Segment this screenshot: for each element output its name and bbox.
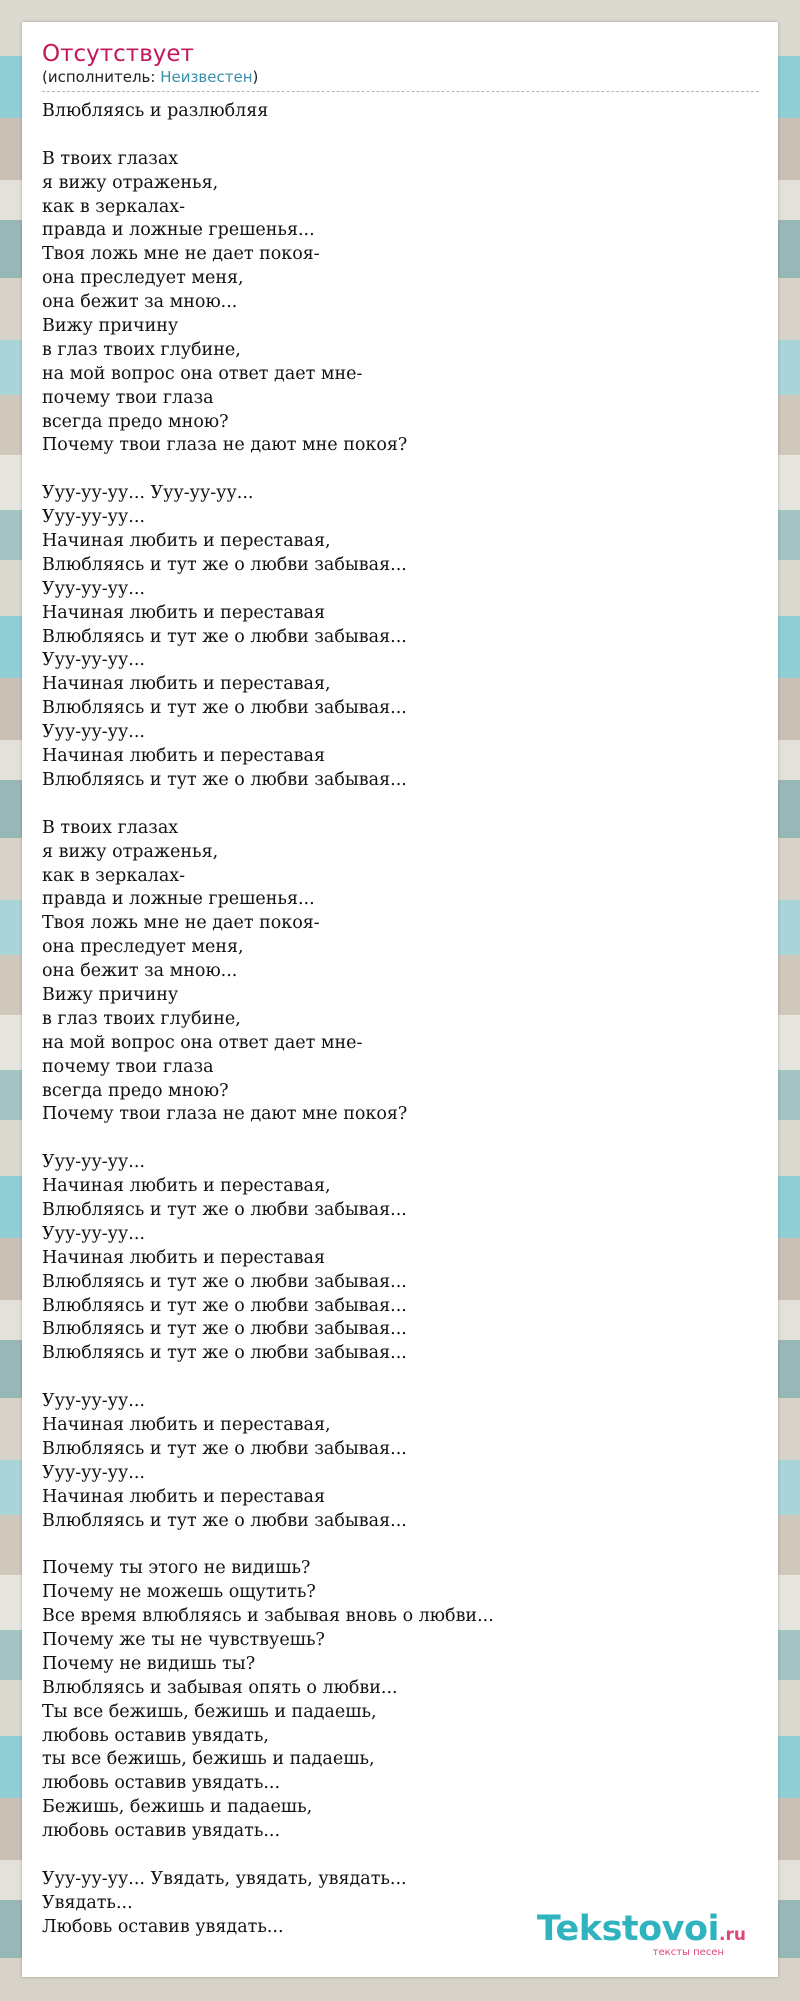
lyric-line: в глаз твоих глубине, xyxy=(42,339,241,360)
lyric-line: В твоих глазах xyxy=(42,817,179,838)
lyric-line: Влюбляясь и тут же о любви забывая... xyxy=(42,626,407,647)
lyric-blank-line xyxy=(42,1844,762,1868)
lyric-line: Влюбляясь и забывая опять о любви... xyxy=(42,1677,398,1698)
lyric-line: Увядать... xyxy=(42,1892,133,1913)
lyric-line: Начиная любить и переставая, xyxy=(42,531,331,552)
lyrics-card xyxy=(22,22,778,1977)
lyric-blank-line xyxy=(42,1533,762,1557)
site-logo[interactable] xyxy=(537,1911,746,1959)
lyric-line: в глаз твоих глубине, xyxy=(42,1008,241,1029)
lyric-line: Вижу причину xyxy=(42,984,179,1005)
lyric-line: Влюбляясь и тут же о любви забывая... xyxy=(42,1199,407,1220)
lyric-line: Влюбляясь и тут же о любви забывая... xyxy=(42,1319,407,1340)
lyric-line: Ууу-уу-уу... xyxy=(42,507,145,528)
logo-name: Tekstovoi xyxy=(536,1909,720,1949)
logo-tagline: тексты песен xyxy=(652,1947,724,1958)
lyrics-text xyxy=(42,100,762,1940)
lyric-line: она бежит за мною... xyxy=(42,292,238,313)
lyric-line: Почему же ты не чувствуешь? xyxy=(42,1630,325,1650)
lyric-line: любовь оставив увядать... xyxy=(42,1821,281,1842)
lyric-line: Все время влюбляясь и забывая вновь о любви... xyxy=(42,1606,494,1627)
lyric-line: Почему твои глаза не дают мне покоя? xyxy=(42,1104,408,1125)
lyric-line: Влюбляясь и тут же о любви забывая... xyxy=(42,1295,407,1316)
song-title: Отсутствует xyxy=(42,41,194,67)
lyric-line: Ууу-уу-уу... xyxy=(42,722,145,743)
lyric-line: Любовь оставив увядать... xyxy=(42,1916,284,1937)
lyric-line: Почему не можешь ощутить? xyxy=(42,1582,316,1603)
lyric-line: Начиная любить и переставая xyxy=(42,602,325,623)
lyric-line: Ты все бежишь, бежишь и падаешь, xyxy=(42,1701,377,1722)
lyric-line: она бежит за мною... xyxy=(42,961,238,982)
logo-tld: .ru xyxy=(719,1925,746,1945)
lyric-blank-line xyxy=(42,1366,762,1390)
lyric-line: В твоих глазах xyxy=(42,148,179,169)
lyric-line: Начиная любить и переставая, xyxy=(42,1176,331,1197)
lyric-line: Вижу причину xyxy=(42,316,179,337)
song-header xyxy=(42,40,759,92)
lyric-line: Твоя ложь мне не дает покоя- xyxy=(42,913,320,934)
artist-line xyxy=(42,68,759,87)
lyric-line: Влюбляясь и тут же о любви забывая... xyxy=(42,554,407,575)
lyric-line: Ууу-уу-уу... Увядать, увядать, увядать... xyxy=(42,1868,407,1889)
lyric-line: Влюбляясь и тут же о любви забывая... xyxy=(42,1510,407,1531)
lyric-line: всегда предо мною? xyxy=(42,1080,229,1101)
lyric-blank-line xyxy=(42,1127,762,1151)
lyric-line: она преследует меня, xyxy=(42,937,244,958)
lyric-line: Ууу-уу-уу... xyxy=(42,1391,145,1412)
lyric-line: как в зеркалах- xyxy=(42,865,186,886)
lyric-line: я вижу отраженья, xyxy=(42,841,219,862)
lyric-line: Начиная любить и переставая, xyxy=(42,1414,331,1435)
lyric-line: на мой вопрос она ответ дает мне- xyxy=(42,363,363,384)
lyric-line: Почему твои глаза не дают мне покоя? xyxy=(42,435,408,456)
lyric-line: Начиная любить и переставая, xyxy=(42,674,331,695)
lyric-line: почему твои глаза xyxy=(42,1056,214,1077)
lyric-line: Ууу-уу-уу... xyxy=(42,1462,145,1483)
lyric-line: любовь оставив увядать, xyxy=(42,1725,269,1746)
lyric-line: Почему не видишь ты? xyxy=(42,1653,256,1674)
lyric-line: ты все бежишь, бежишь и падаешь, xyxy=(42,1749,375,1770)
artist-prefix: (исполнитель: xyxy=(42,68,161,86)
lyric-line: почему твои глаза xyxy=(42,387,214,408)
lyric-line: Ууу-уу-уу... Ууу-уу-уу... xyxy=(42,483,254,504)
lyric-line: Ууу-уу-уу... xyxy=(42,1152,145,1173)
lyric-line: Влюбляясь и тут же о любви забывая... xyxy=(42,698,407,719)
lyric-line: на мой вопрос она ответ дает мне- xyxy=(42,1032,363,1053)
lyric-line: всегда предо мною? xyxy=(42,411,229,432)
lyric-blank-line xyxy=(42,124,762,148)
lyric-line: она преследует меня, xyxy=(42,268,244,289)
lyric-line: правда и ложные грешенья... xyxy=(42,220,315,241)
lyric-line: Влюбляясь и тут же о любви забывая... xyxy=(42,1438,407,1459)
lyric-blank-line xyxy=(42,458,762,482)
lyric-line: Ууу-уу-уу... xyxy=(42,1223,145,1244)
artist-link[interactable]: Неизвестен xyxy=(160,68,253,86)
lyric-line: как в зеркалах- xyxy=(42,196,186,217)
lyric-blank-line xyxy=(42,793,762,817)
lyric-line: я вижу отраженья, xyxy=(42,172,219,193)
lyric-line: Начиная любить и переставая xyxy=(42,1247,325,1268)
lyric-line: правда и ложные грешенья... xyxy=(42,889,315,910)
lyric-line: любовь оставив увядать... xyxy=(42,1773,281,1794)
lyric-line: Твоя ложь мне не дает покоя- xyxy=(42,244,320,265)
lyric-line: Влюбляясь и разлюбляя xyxy=(42,101,269,121)
lyric-line: Ууу-уу-уу... xyxy=(42,650,145,671)
lyric-line: Почему ты этого не видишь? xyxy=(42,1558,311,1579)
artist-suffix: ) xyxy=(252,68,259,86)
lyric-line: Начиная любить и переставая xyxy=(42,1486,325,1507)
lyric-line: Влюбляясь и тут же о любви забывая... xyxy=(42,1343,407,1364)
lyric-line: Начиная любить и переставая xyxy=(42,746,325,767)
lyric-line: Влюбляясь и тут же о любви забывая... xyxy=(42,1271,407,1292)
lyric-line: Ууу-уу-уу... xyxy=(42,578,145,599)
lyric-line: Влюбляясь и тут же о любви забывая... xyxy=(42,769,407,790)
lyric-line: Бежишь, бежишь и падаешь, xyxy=(42,1797,313,1818)
